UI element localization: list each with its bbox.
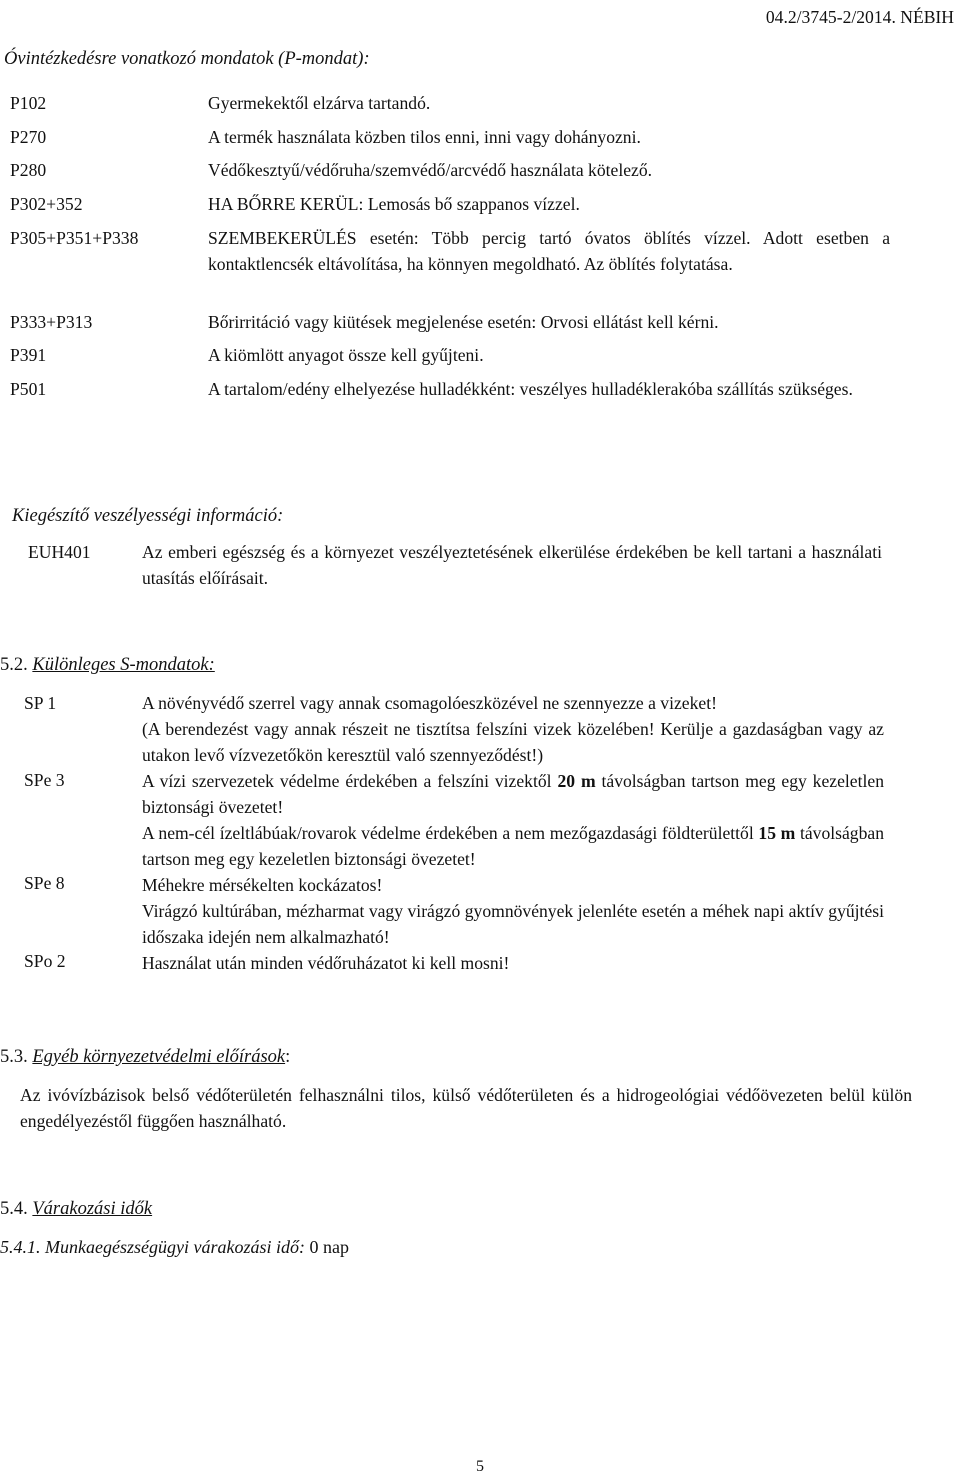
s-statements-title — [0, 652, 215, 678]
s-text-line: A növényvédő szerrel vagy annak csomagolóeszközével ne szennyezze a vizeket! — [142, 693, 717, 713]
s-section-text: Különleges S-mondatok: — [32, 655, 215, 675]
s-distance-value: 20 m — [557, 771, 596, 791]
p-text: Védőkesztyű/védőruha/szemvédő/arcvédő használata kötelező. — [208, 160, 653, 180]
s-text-block — [142, 690, 884, 976]
waiting-sub-value: 0 nap — [304, 1237, 349, 1257]
s-distance-value: 15 m — [758, 823, 796, 843]
s-text-line: Virágzó kultúrában, mézharmat vagy virágzó gyomnövények jelenléte esetén a méhek napi aktív gyűjtési időszaka idején nem alkalmazható! — [142, 901, 884, 947]
waiting-section-number: 5.4. — [0, 1199, 28, 1219]
p-code: P305+P351+P338 — [10, 228, 139, 248]
p-statements-title: Óvintézkedésre vonatkozó mondatok (P-mondat): — [4, 49, 370, 69]
env-section-number: 5.3. — [0, 1047, 28, 1067]
s-section-number: 5.2. — [0, 655, 28, 675]
s-code: SPo 2 — [24, 951, 66, 971]
s-code: SPe 3 — [24, 770, 65, 790]
p-text: Gyermekektől elzárva tartandó. — [208, 93, 431, 113]
waiting-sub-label: 5.4.1. Munkaegészségügyi várakozási idő: — [0, 1237, 305, 1257]
env-section-text: Egyéb környezetvédelmi előírások — [32, 1047, 286, 1067]
p-text: A kiömlött anyagot össze kell gyűjteni. — [208, 345, 484, 365]
page-number: 5 — [476, 1458, 484, 1475]
p-code: P102 — [10, 93, 47, 113]
p-text: Bőrirritáció vagy kiütések megjelenése esetén: Orvosi ellátást kell kérni. — [208, 312, 719, 332]
env-text: Az ivóvízbázisok belső védőterületén felhasználni tilos, külső védőterületen és a hidrogeológiai védőövezeten belül külön engedélyezéstől függően használható. — [20, 1085, 912, 1131]
s-text-fragment: A vízi szervezetek védelme érdekében a felszíni vizektől — [142, 771, 558, 791]
p-code: P333+P313 — [10, 312, 93, 332]
s-code: SP 1 — [24, 693, 57, 713]
s-text-line — [142, 768, 884, 820]
env-title — [0, 1044, 290, 1070]
p-code: P302+352 — [10, 194, 83, 214]
waiting-title — [0, 1196, 152, 1222]
p-code: P501 — [10, 379, 47, 399]
euh-title: Kiegészítő veszélyességi információ: — [12, 506, 284, 526]
p-code: P391 — [10, 345, 47, 365]
document-reference: 04.2/3745-2/2014. NÉBIH — [765, 7, 954, 27]
p-text: A termék használata közben tilos enni, inni vagy dohányozni. — [208, 127, 641, 147]
s-text-fragment: A nem-cél ízeltlábúak/rovarok védelme érdekében a nem mezőgazdasági földterülettől — [142, 823, 759, 843]
env-title-colon: : — [285, 1047, 291, 1067]
waiting-subsection — [0, 1234, 349, 1260]
p-code: P280 — [10, 160, 47, 180]
waiting-section-text: Várakozási idők — [32, 1199, 153, 1219]
s-text-line: Használat után minden védőruházatot ki kell mosni! — [142, 953, 510, 973]
euh-code: EUH401 — [28, 542, 91, 562]
s-text-fragment: távolságban tartson meg egy kezeletlen biztonsági övezetet! — [142, 771, 884, 817]
s-text-line — [142, 820, 884, 872]
s-text-line: Méhekre mérsékelten kockázatos! — [142, 875, 383, 895]
p-text: SZEMBEKERÜLÉS esetén: Több percig tartó óvatos öblítés vízzel. Adott esetben a kontaktlencsék eltávolítása, ha könnyen megoldható. Az öblítés folytatása. — [208, 228, 890, 274]
euh-text: Az emberi egészség és a környezet veszélyeztetésének elkerülése érdekében be kell tartani a használati utasítás előírásait. — [142, 542, 882, 588]
p-text: HA BŐRRE KERÜL: Lemosás bő szappanos vízzel. — [208, 194, 580, 214]
p-text: A tartalom/edény elhelyezése hulladékként: veszélyes hulladéklerakóba szállítás szükséges. — [208, 379, 853, 399]
s-code: SPe 8 — [24, 873, 65, 893]
p-code: P270 — [10, 127, 47, 147]
s-text-line: (A berendezést vagy annak részeit ne tisztítsa felszíni vizek közelében! Kerülje a gazdaságban vagy az utakon levő vízvezetőkön keresztül való szennyeződést!) — [142, 719, 884, 765]
s-text-fragment: távolságban tartson meg egy kezeletlen biztonsági övezetet! — [142, 823, 885, 869]
